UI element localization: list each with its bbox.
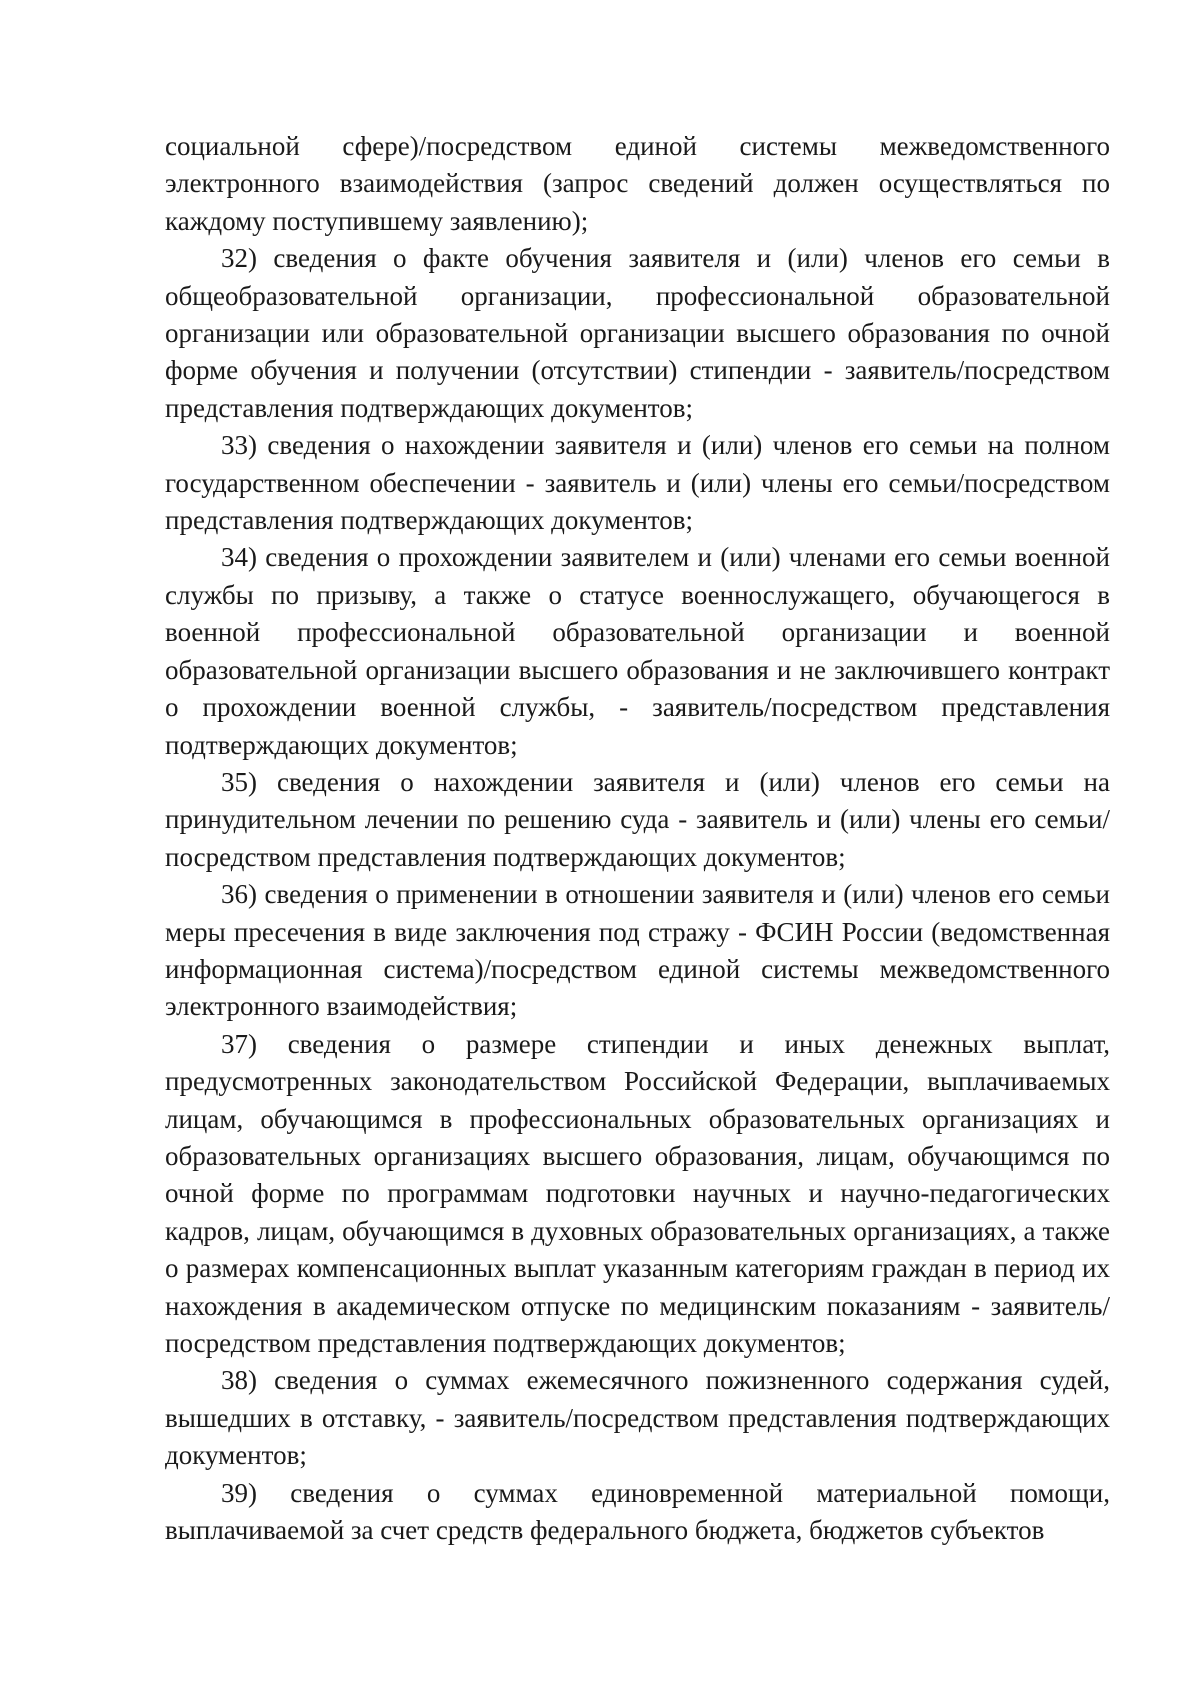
- paragraph-item-35: 35) сведения о нахождении заявителя и (или) членов его семьи на принудительном лечении по решению суда - заявитель и (или) члены его семьи/посредством представления подтверждающих документов;: [165, 766, 1110, 872]
- paragraph-item-39: 39) сведения о суммах единовременной материальной помощи, выплачиваемой за счет средств федерального бюджета, бюджетов субъектов: [165, 1477, 1110, 1546]
- paragraph-continuation: социальной сфере)/посредством единой системы межведомственного электронного взаимодействия (запрос сведений должен осуществляться по каждому поступившему заявлению);: [165, 131, 1110, 236]
- paragraph-item-33: 33) сведения о нахождении заявителя и (или) членов его семьи на полном государственном обеспечении - заявитель и (или) члены его семьи/посредством представления подтверждающих документов;: [165, 430, 1110, 536]
- paragraph-item-36: 36) сведения о применении в отношении заявителя и (или) членов его семьи меры пресечения в виде заключения под стражу - ФСИН России (ведомственная информационная система)/посредством единой системы межведомственного электронного взаимодействия;: [165, 879, 1110, 1022]
- document-body: [165, 128, 1110, 1549]
- paragraph-item-38: 38) сведения о суммах ежемесячного пожизненного содержания судей, вышедших в отставку, - заявитель/посредством представления подтверждающих документов;: [165, 1365, 1110, 1471]
- paragraph-item-34: 34) сведения о прохождении заявителем и (или) членами его семьи военной службы по призыву, а также о статусе военнослужащего, обучающегося в военной профессиональной образовательной организации и военной образовательной организации высшего образования и не заключившего контракт о прохождении военной службы, - заявитель/посредством представления подтверждающих документов;: [165, 542, 1110, 760]
- paragraph-item-37: 37) сведения о размере стипендии и иных денежных выплат, предусмотренных законодательством Российской Федерации, выплачиваемых лицам, обучающимся в профессиональных образовательных организациях и образовательных организациях высшего образования, лицам, обучающимся по очной форме по программам подготовки научных и научно-педагогических кадров, лицам, обучающимся в духовных образовательных организациях, а также о размерах компенсационных выплат указанным категориям граждан в период их нахождения в академическом отпуске по медицинским показаниям - заявитель/посредством представления подтверждающих документов;: [165, 1028, 1110, 1358]
- paragraph-item-32: 32) сведения о факте обучения заявителя и (или) членов его семьи в общеобразовательной организации, профессиональной образовательной организации или образовательной организации высшего образования по очной форме обучения и получении (отсутствии) стипендии - заявитель/посредством представления подтверждающих документов;: [165, 243, 1110, 423]
